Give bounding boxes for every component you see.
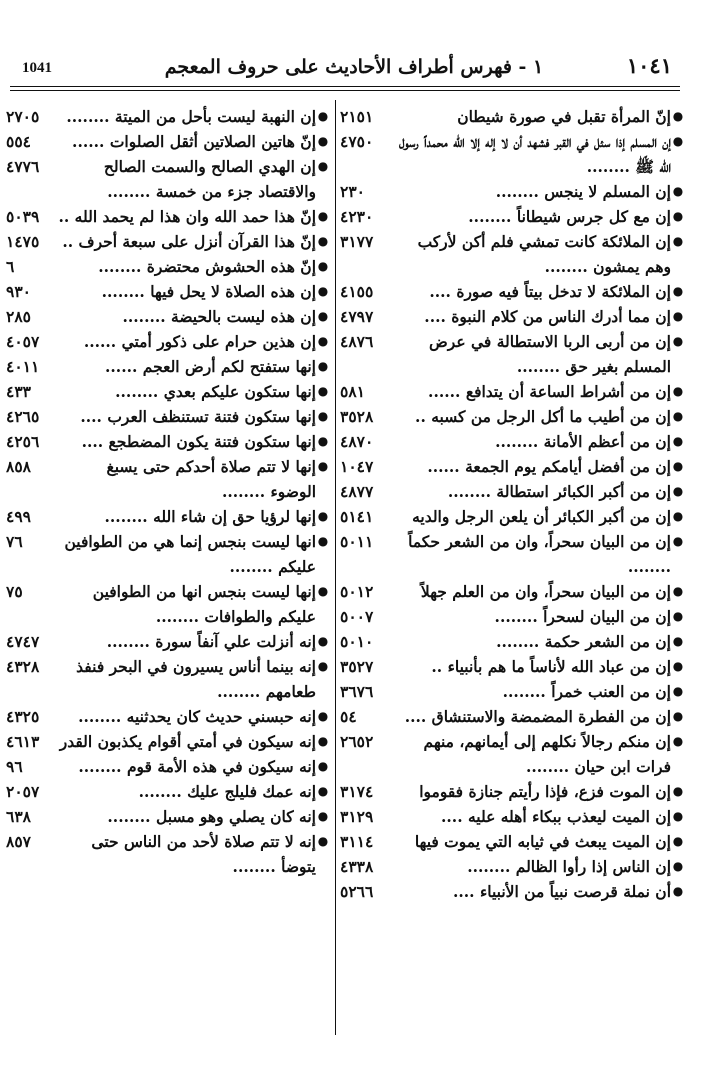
- hadith-text: إن من البيان لسحراً ........: [494, 607, 671, 626]
- bullet-icon: ●: [317, 234, 329, 248]
- hadith-number: ٤٨٧٦: [340, 332, 374, 351]
- index-entry: [6, 529, 330, 579]
- bullet-icon: ●: [672, 384, 684, 398]
- bullet-icon: ●: [317, 434, 329, 448]
- index-entry: [6, 729, 330, 754]
- index-entry: [340, 404, 685, 429]
- hadith-number: ٢٨٥: [6, 307, 31, 326]
- hadith-text: إنه سيكون في أمتي أقوام يكذبون القدر: [59, 732, 316, 751]
- hadith-number: ٤٣٢٨: [6, 657, 40, 676]
- index-entry: [340, 379, 685, 404]
- bullet-icon: ●: [672, 309, 684, 323]
- hadith-number: ٢٦٥٢: [340, 732, 374, 751]
- bullet-icon: ●: [672, 609, 684, 623]
- hadith-text: إن مع كل جرس شيطاناً ........: [468, 207, 671, 226]
- hadith-number: ٤٢٦٥: [6, 407, 40, 426]
- hadith-text: إن المسلم إذا سئل في القبر فشهد أن لا إله إلا الله محمداً رسول الله ﷺ ........: [399, 132, 671, 176]
- hadith-number: ٤٣٢٥: [6, 707, 40, 726]
- hadith-text: إن المسلم لا ينجس ........: [495, 182, 671, 201]
- hadith-text: إنه أنزلت علي آنفاً سورة ........: [106, 632, 316, 651]
- bullet-icon: ●: [317, 784, 329, 798]
- hadith-number: ٤٠١١: [6, 357, 40, 376]
- bullet-icon: ●: [317, 459, 329, 473]
- hadith-text: إنها ستكون فتنة تستنظف العرب ....: [80, 407, 316, 426]
- bullet-icon: ●: [317, 134, 329, 148]
- bullet-icon: ●: [317, 584, 329, 598]
- index-entry: [340, 304, 685, 329]
- index-entry: [6, 454, 330, 504]
- bullet-icon: ●: [672, 334, 684, 348]
- bullet-icon: ●: [317, 634, 329, 648]
- page-header: [0, 0, 708, 92]
- hadith-text: إن الهدي الصالح والسمت الصالح والاقتصاد جزء من خمسة ........: [103, 157, 316, 201]
- bullet-icon: ●: [317, 509, 329, 523]
- bullet-icon: ●: [317, 534, 329, 548]
- hadith-number: ٧٥: [6, 582, 23, 601]
- index-entry: [6, 129, 330, 154]
- hadith-text: إنها لا تتم صلاة أحدكم حتى يسبغ الوضوء ........: [106, 457, 316, 501]
- bullet-icon: ●: [317, 409, 329, 423]
- index-entry: [340, 854, 685, 879]
- hadith-text: إن من أشراط الساعة أن يتدافع ......: [428, 382, 671, 401]
- hadith-text: إنه حبسني حديث كان يحدثنيه ........: [78, 707, 316, 726]
- hadith-number: ٤٨٧٠: [340, 432, 374, 451]
- index-entry: [6, 279, 330, 304]
- index-entry: [340, 579, 685, 604]
- hadith-text: إنها لرؤيا حق إن شاء الله ........: [104, 507, 316, 526]
- hadith-number: ٥٥٤: [6, 132, 31, 151]
- hadith-number: ٤٦١٣: [6, 732, 40, 751]
- hadith-text: إن من أكبر الكبائر استطالة ........: [447, 482, 671, 501]
- bullet-icon: ●: [672, 234, 684, 248]
- hadith-number: ١٠٤٧: [340, 457, 374, 476]
- hadith-number: ٢١٥١: [340, 107, 374, 126]
- hadith-number: ٣١١٤: [340, 832, 374, 851]
- bullet-icon: ●: [317, 359, 329, 373]
- hadith-text: إن من أكبر الكبائر أن يلعن الرجل والديه: [412, 507, 671, 526]
- hadith-number: ٩٣٠: [6, 282, 31, 301]
- index-entry: [340, 529, 685, 579]
- header-rule-second: [10, 90, 680, 91]
- hadith-number: ٥٢٦٦: [340, 882, 374, 901]
- hadith-text: إن من العنب خمراً ........: [502, 682, 671, 701]
- index-entry: [340, 654, 685, 679]
- hadith-number: ٨٥٧: [6, 832, 31, 851]
- hadith-number: ٣١٢٩: [340, 807, 374, 826]
- hadith-number: ٤٢٣٠: [340, 207, 374, 226]
- hadith-text: إن من الفطرة المضمضة والاستنشاق ....: [404, 707, 671, 726]
- index-entry: [340, 804, 685, 829]
- hadith-number: ٥٠١٠: [340, 632, 374, 651]
- bullet-icon: ●: [317, 834, 329, 848]
- hadith-text: إن من أربى الربا الاستطالة في عرض المسلم بغير حق ........: [429, 332, 671, 376]
- hadith-text: إن من أفضل أيامكم يوم الجمعة ......: [427, 457, 671, 476]
- bullet-icon: ●: [672, 509, 684, 523]
- bullet-icon: ●: [672, 134, 684, 148]
- bullet-icon: ●: [672, 859, 684, 873]
- hadith-number: ٥٠١١: [340, 532, 374, 551]
- hadith-number: ٤٣٣٨: [340, 857, 374, 876]
- hadith-number: ٣٥٢٨: [340, 407, 374, 426]
- hadith-text: إن من البيان سحراً، وان من الشعر حكماً ........: [408, 532, 671, 576]
- hadith-text: إنه كان يصلي وهو مسبل ........: [107, 807, 316, 826]
- hadith-text: أن نملة قرصت نبياً من الأنبياء ....: [452, 882, 671, 901]
- hadith-text: إن الميت ليعذب ببكاء أهله عليه ....: [441, 807, 671, 826]
- index-entry: [340, 729, 685, 779]
- hadith-number: ٦: [6, 257, 15, 276]
- hadith-number: ٣١٧٤: [340, 782, 374, 801]
- bullet-icon: ●: [672, 584, 684, 598]
- hadith-text: إن هذه ليست بالحيضة ........: [122, 307, 316, 326]
- hadith-text: إن الميت يبعث في ثيابه التي يموت فيها: [414, 832, 671, 851]
- hadith-text: إن هذين حرام على ذكور أمتي ......: [83, 332, 316, 351]
- hadith-text: إن من الشعر حكمة ........: [496, 632, 671, 651]
- index-entry: [6, 254, 330, 279]
- index-entry: [6, 354, 330, 379]
- hadith-number: ٤٢٥٦: [6, 432, 40, 451]
- hadith-number: ٥١٤١: [340, 507, 374, 526]
- hadith-number: ٣٥٢٧: [340, 657, 374, 676]
- index-entry: [340, 104, 685, 129]
- index-entry: [340, 704, 685, 729]
- index-entry: [6, 304, 330, 329]
- header-rule: [10, 86, 680, 87]
- index-entry: [340, 229, 685, 279]
- index-entry: [340, 629, 685, 654]
- hadith-number: ٥٠٠٧: [340, 607, 374, 626]
- bullet-icon: ●: [672, 784, 684, 798]
- index-entry: [340, 679, 685, 704]
- hadith-text: إنه سيكون في هذه الأمة قوم ........: [78, 757, 316, 776]
- hadith-text: إنّ هذا حمد الله وان هذا لم يحمد الله ..: [58, 207, 316, 226]
- hadith-text: إنها ليست بنجس انها من الطوافين عليكم والطوافات ........: [92, 582, 316, 626]
- bullet-icon: ●: [672, 184, 684, 198]
- bullet-icon: ●: [317, 259, 329, 273]
- hadith-number: ٦٣٨: [6, 807, 31, 826]
- index-entry: [6, 579, 330, 629]
- bullet-icon: ●: [672, 434, 684, 448]
- hadith-number: ٣٦٧٦: [340, 682, 374, 701]
- bullet-icon: ●: [317, 709, 329, 723]
- hadith-number: ٤٠٥٧: [6, 332, 40, 351]
- hadith-text: إنه لا تتم صلاة لأحد من الناس حتى يتوضأ ........: [91, 832, 316, 876]
- hadith-text: إن من أطيب ما أكل الرجل من كسبه ..: [415, 407, 671, 426]
- bullet-icon: ●: [317, 109, 329, 123]
- hadith-text: إنّ هذا القرآن أنزل على سبعة أحرف ..: [62, 232, 316, 251]
- bullet-icon: ●: [672, 884, 684, 898]
- index-entry: [6, 779, 330, 804]
- hadith-text: إن النهبة ليست بأحل من الميتة ........: [66, 107, 316, 126]
- bullet-icon: ●: [672, 534, 684, 548]
- index-entry: [6, 504, 330, 529]
- page-number-arabic: ١٠٤١: [626, 53, 672, 78]
- bullet-icon: ●: [672, 409, 684, 423]
- hadith-text: إن الملائكة لا تدخل بيتاً فيه صورة ....: [429, 282, 671, 301]
- bullet-icon: ●: [317, 734, 329, 748]
- hadith-text: إن الناس إذا رأوا الظالم ........: [467, 857, 671, 876]
- index-entry: [6, 404, 330, 429]
- bullet-icon: ●: [672, 834, 684, 848]
- hadith-text: إن من عباد الله لأناساً ما هم بأنبياء ..: [431, 657, 671, 676]
- hadith-text: إن الموت فزع، فإذا رأيتم جنازة فقوموا: [419, 782, 671, 801]
- bullet-icon: ●: [672, 809, 684, 823]
- index-entry: [6, 104, 330, 129]
- bullet-icon: ●: [672, 734, 684, 748]
- index-entry: [340, 454, 685, 479]
- page-title: ١ - فهرس أطراف الأحاديث على حروف المعجم: [164, 56, 544, 78]
- index-entry: [340, 279, 685, 304]
- hadith-number: ٧٦: [6, 532, 23, 551]
- hadith-number: ٢٠٥٧: [6, 782, 40, 801]
- hadith-text: إنه عمك فليلج عليك ........: [138, 782, 316, 801]
- right-column: [340, 104, 685, 904]
- index-entry: [340, 179, 685, 204]
- hadith-number: ٩٦: [6, 757, 23, 776]
- hadith-number: ٤٩٩: [6, 507, 31, 526]
- bullet-icon: ●: [672, 109, 684, 123]
- index-entry: [340, 129, 685, 179]
- bullet-icon: ●: [317, 334, 329, 348]
- index-entry: [340, 879, 685, 904]
- bullet-icon: ●: [672, 209, 684, 223]
- index-entry: [340, 604, 685, 629]
- bullet-icon: ●: [317, 309, 329, 323]
- index-entry: [340, 504, 685, 529]
- hadith-text: إنها ستفتح لكم أرض العجم ......: [105, 357, 316, 376]
- hadith-number: ٤٧٧٦: [6, 157, 40, 176]
- hadith-number: ٣١٧٧: [340, 232, 374, 251]
- column-divider: [335, 100, 336, 1035]
- bullet-icon: ●: [317, 384, 329, 398]
- hadith-number: ١٤٧٥: [6, 232, 40, 251]
- index-entry: [340, 479, 685, 504]
- hadith-text: إن منكم رجالاً نكلهم إلى أيمانهم، منهم فرات ابن حيان ........: [423, 732, 671, 776]
- index-entry: [6, 204, 330, 229]
- hadith-number: ٢٧٠٥: [6, 107, 40, 126]
- hadith-number: ٤٧٥٠: [340, 132, 374, 151]
- hadith-text: إن من البيان سحراً، وان من العلم جهلاً: [420, 582, 671, 601]
- hadith-number: ٥٠١٢: [340, 582, 374, 601]
- index-entry: [6, 654, 330, 704]
- index-entry: [340, 779, 685, 804]
- bullet-icon: ●: [672, 284, 684, 298]
- hadith-text: إن الملائكة كانت تمشي فلم أكن لأركب وهم يمشون ........: [417, 232, 671, 276]
- index-entry: [340, 204, 685, 229]
- index-entry: [6, 379, 330, 404]
- hadith-text: انها ليست بنجس إنما هي من الطوافين عليكم ........: [64, 532, 316, 576]
- index-entry: [6, 704, 330, 729]
- hadith-number: ٥٤: [340, 707, 357, 726]
- hadith-text: إن مما أدرك الناس من كلام النبوة ....: [424, 307, 671, 326]
- hadith-text: إنّ هذه الحشوش محتضرة ........: [98, 257, 316, 276]
- bullet-icon: ●: [317, 759, 329, 773]
- bullet-icon: ●: [317, 284, 329, 298]
- index-entry: [6, 629, 330, 654]
- index-entry: [6, 429, 330, 454]
- hadith-text: إن من أعظم الأمانة ........: [495, 432, 671, 451]
- index-entry: [6, 229, 330, 254]
- left-column: [6, 104, 330, 879]
- bullet-icon: ●: [317, 809, 329, 823]
- hadith-number: ٤٨٧٧: [340, 482, 374, 501]
- hadith-text: إنها ستكون فتنة يكون المضطجع ....: [81, 432, 316, 451]
- hadith-number: ٤١٥٥: [340, 282, 374, 301]
- bullet-icon: ●: [672, 709, 684, 723]
- hadith-text: إنها ستكون عليكم بعدي ........: [115, 382, 316, 401]
- index-entry: [6, 804, 330, 829]
- page-number-latin: 1041: [22, 60, 52, 76]
- bullet-icon: ●: [317, 209, 329, 223]
- hadith-number: ٨٥٨: [6, 457, 31, 476]
- hadith-number: ٤٣٣: [6, 382, 31, 401]
- hadith-number: ٢٣٠: [340, 182, 365, 201]
- hadith-text: إنه بينما أناس يسيرون في البحر فنفذ طعامهم ........: [76, 657, 316, 701]
- bullet-icon: ●: [672, 484, 684, 498]
- index-entry: [6, 754, 330, 779]
- index-entry: [6, 154, 330, 204]
- bullet-icon: ●: [672, 684, 684, 698]
- index-entry: [340, 329, 685, 379]
- bullet-icon: ●: [672, 659, 684, 673]
- bullet-icon: ●: [317, 159, 329, 173]
- hadith-text: إنّ المرأة تقبل في صورة شيطان: [457, 107, 671, 126]
- index-entry: [340, 829, 685, 854]
- index-entry: [6, 829, 330, 879]
- hadith-number: ٥٠٣٩: [6, 207, 40, 226]
- index-entry: [340, 429, 685, 454]
- bullet-icon: ●: [672, 634, 684, 648]
- hadith-text: إنّ هاتين الصلاتين أثقل الصلوات ......: [72, 132, 316, 151]
- hadith-number: ٤٧٤٧: [6, 632, 40, 651]
- hadith-number: ٤٧٩٧: [340, 307, 374, 326]
- hadith-text: إن هذه الصلاة لا يحل فيها ........: [101, 282, 316, 301]
- bullet-icon: ●: [672, 459, 684, 473]
- hadith-number: ٥٨١: [340, 382, 365, 401]
- index-entry: [6, 329, 330, 354]
- bullet-icon: ●: [317, 659, 329, 673]
